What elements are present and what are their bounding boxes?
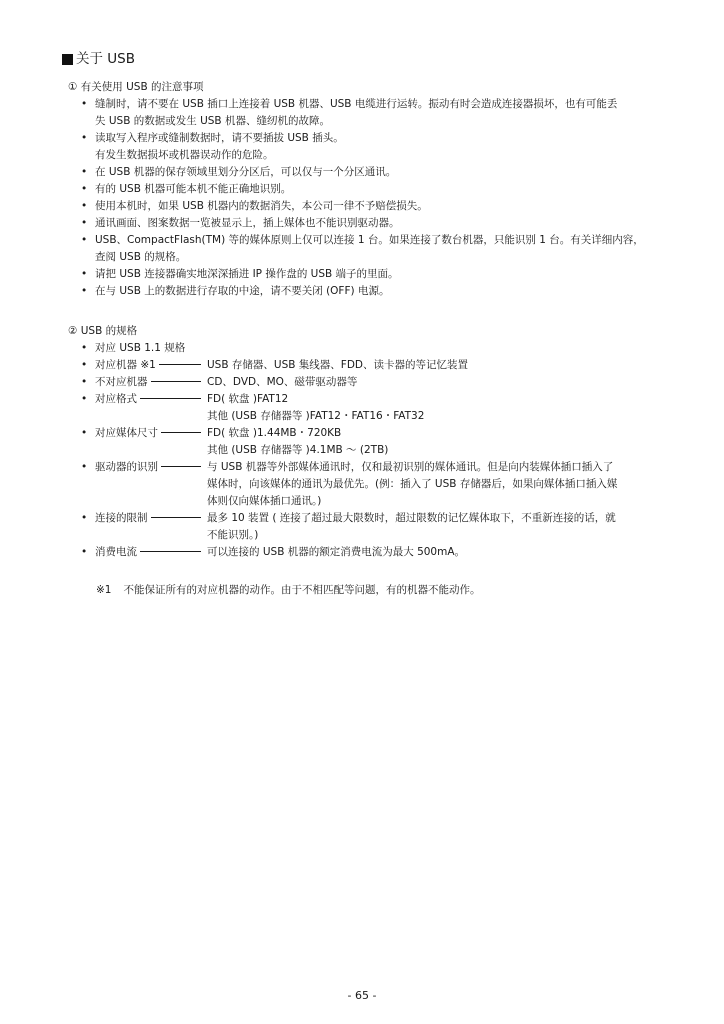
notes-list (68, 96, 668, 300)
spec-label-text: • 对应机器 ※1 (95, 359, 156, 371)
footnote-mark: ※1 (96, 584, 112, 596)
list-item (68, 164, 668, 181)
leader-line (161, 432, 201, 433)
leader-line (140, 398, 201, 399)
spec-values (207, 544, 668, 561)
list-item-line: • 缝制时，请不要在 USB 插口上连接着 USB 机器、USB 电缆进行运转。振动有时会造成连接器损坏，也有可能丢 (95, 98, 618, 110)
spec-item-media-size (68, 425, 668, 459)
spec-label (95, 459, 207, 510)
spec-label (95, 544, 207, 561)
footnote (96, 582, 480, 599)
list-item (68, 266, 668, 283)
spec-section-heading: ② USB 的规格 (68, 325, 138, 337)
list-item (68, 215, 668, 232)
spec-item-usb-version (68, 340, 668, 357)
list-item-line: • 请把 USB 连接器确实地深深插进 IP 操作盘的 USB 端子的里面。 (95, 268, 399, 280)
spec-label (95, 357, 207, 374)
spec-list (68, 340, 668, 561)
spec-value: 与 USB 机器等外部媒体通讯时，仅和最初识别的媒体通讯。但是向内装媒体插口插入了 (207, 461, 614, 473)
spec-label (95, 391, 207, 425)
spec-value: USB 存储器、USB 集线器、FDD、读卡器的等记忆装置 (207, 359, 468, 371)
list-item-line: • 使用本机时，如果 USB 机器内的数据消失，本公司一律不予赔偿损失。 (95, 200, 428, 212)
list-item-line: • 通讯画面、图案数据一览被显示上，插上媒体也不能识别驱动器。 (95, 217, 400, 229)
black-square-icon (62, 54, 73, 65)
notes-section-heading: ① 有关使用 USB 的注意事项 (68, 81, 204, 93)
list-item-line: • 有的 USB 机器可能本机不能正确地识别。 (95, 183, 292, 195)
spec-item-current-consumption (68, 544, 668, 561)
spec-values (207, 459, 668, 510)
list-item (68, 181, 668, 198)
list-item (68, 283, 668, 300)
spec-section (68, 323, 668, 561)
spec-label-text: • 对应媒体尺寸 (95, 427, 158, 439)
spec-label (95, 510, 207, 544)
spec-value: FD( 软盘 )FAT12 (207, 393, 289, 405)
spec-label-text: • 驱动器的识别 (95, 461, 158, 473)
spec-value: 最多 10 装置 ( 连接了超过最大限数时，超过限数的记忆媒体取下，不重新连接的话，就 (207, 512, 616, 524)
spec-label-text: • 不对应机器 (95, 376, 148, 388)
list-item-line: 失 USB 的数据或发生 USB 机器、缝纫机的故障。 (95, 115, 330, 127)
spec-value: 其他 (USB 存储器等 )4.1MB ～ (2TB) (207, 444, 389, 456)
leader-line (161, 466, 201, 467)
spec-values (207, 357, 668, 374)
footnote-text: 不能保证所有的对应机器的动作。由于不相匹配等问题，有的机器不能动作。 (123, 584, 481, 596)
spec-values (207, 374, 668, 391)
page-title-text: 关于 USB (76, 51, 136, 67)
spec-item-unsupported-devices (68, 374, 668, 391)
spec-label-text: • 连接的限制 (95, 512, 148, 524)
spec-values (207, 510, 668, 544)
list-item-line: 有发生数据损坏或机器误动作的危险。 (95, 149, 274, 161)
spec-value: • 对应 USB 1.1 规格 (95, 342, 186, 354)
spec-values (207, 425, 668, 459)
list-item-line: 查阅 USB 的规格。 (95, 251, 187, 263)
spec-label-text: • 消费电流 (95, 546, 137, 558)
notes-section (68, 79, 668, 300)
leader-line (151, 517, 202, 518)
list-item (68, 232, 668, 266)
spec-label-text: • 对应格式 (95, 393, 137, 405)
spec-label (95, 425, 207, 459)
list-item-line: • USB、CompactFlash(TM) 等的媒体原则上仅可以连接 1 台。如果连接了数台机器，只能识别 1 台。有关详细内容， (95, 234, 644, 246)
list-item (68, 96, 668, 130)
spec-item-supported-formats (68, 391, 668, 425)
list-item-line: • 在与 USB 上的数据进行存取的中途，请不要关闭 (OFF) 电源。 (95, 285, 390, 297)
page-title (62, 51, 135, 68)
list-item-line: • 读取写入程序或缝制数据时，请不要插拔 USB 插头。 (95, 132, 344, 144)
list-item-line: • 在 USB 机器的保存领域里划分分区后，可以仅与一个分区通讯。 (95, 166, 397, 178)
leader-line (140, 551, 201, 552)
leader-line (159, 364, 201, 365)
spec-value: 不能识别。) (207, 529, 259, 541)
page-number: - 65 - (347, 989, 377, 1002)
spec-value: CD、DVD、MO、磁带驱动器等 (207, 376, 358, 388)
spec-value: 媒体时，向该媒体的通讯为最优先。(例：插入了 USB 存储器后，如果向媒体插口插入媒 (207, 478, 618, 490)
spec-value: 可以连接的 USB 机器的额定消费电流为最大 500mA。 (207, 546, 466, 558)
spec-item-connection-limit (68, 510, 668, 544)
spec-label (95, 374, 207, 391)
spec-value: 其他 (USB 存储器等 )FAT12・FAT16・FAT32 (207, 410, 425, 422)
spec-value: FD( 软盘 )1.44MB・720KB (207, 427, 342, 439)
spec-item-supported-devices (68, 357, 668, 374)
spec-item-drive-recognition (68, 459, 668, 510)
spec-values (207, 391, 668, 425)
list-item (68, 130, 668, 164)
list-item (68, 198, 668, 215)
spec-value: 体则仅向媒体插口通讯。) (207, 495, 322, 507)
leader-line (151, 381, 202, 382)
